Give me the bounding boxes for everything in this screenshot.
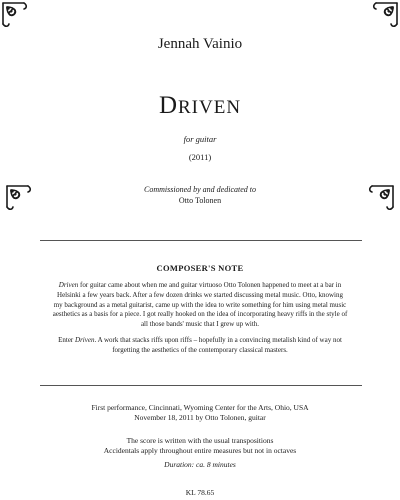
composer-name: Jennah Vainio: [157, 36, 243, 52]
title-initial: D: [158, 92, 178, 119]
note-paragraph-2-text: . A work that stacks riffs upon riffs – hopefully in a convincing metalish kind of way not forgetting the aesthetics of the contemporary classical masters.: [94, 336, 342, 354]
note-paragraph-2-start: Enter: [58, 336, 76, 344]
note-paragraph-1: [52, 281, 348, 330]
dedication-line: Commissioned by and dedicated to: [144, 185, 256, 194]
corner-flourish-icon: [0, 0, 30, 30]
dedicatee-name: Otto Tolonen: [178, 196, 222, 205]
composers-note-heading: COMPOSER'S NOTE: [156, 263, 244, 273]
score-note-transpositions: The score is written with the usual transpositions: [126, 436, 274, 445]
title-rest: RIVEN: [178, 97, 242, 118]
first-performance-date: November 18, 2011 by Otto Tolonen, guitar: [134, 413, 266, 422]
note-paragraph-1-text: for guitar came about when me and guitar virtuoso Otto Tolonen happened to meet at a bar in Helsinki a few years back. After a few dozen drinks we started discussing metal music. Otto, knowing my background as a metal guitarist, came up with the idea to write something for him using metal music aesthetics as a basis for a piece. I got really hooked on the idea of incorporating heavy riffs in the style of all those bands' music that I grew up with.: [52, 281, 348, 329]
work-title: [0, 92, 400, 120]
catalog-number: KL 78.65: [185, 488, 215, 497]
work-title-inline: Driven: [75, 336, 95, 344]
work-title-inline: Driven: [58, 281, 79, 289]
instrumentation: for guitar: [183, 134, 217, 144]
divider: [40, 240, 362, 241]
corner-flourish-icon: [370, 0, 400, 30]
note-paragraph-2: [52, 336, 348, 356]
composition-year: (2011): [188, 152, 212, 162]
divider: [40, 385, 362, 386]
first-performance-line: First performance, Cincinnati, Wyoming Center for the Arts, Ohio, USA: [91, 403, 309, 412]
score-note-accidentals: Accidentals apply throughout entire measures but not in octaves: [103, 446, 297, 455]
duration: Duration: ca. 8 minutes: [164, 460, 236, 469]
